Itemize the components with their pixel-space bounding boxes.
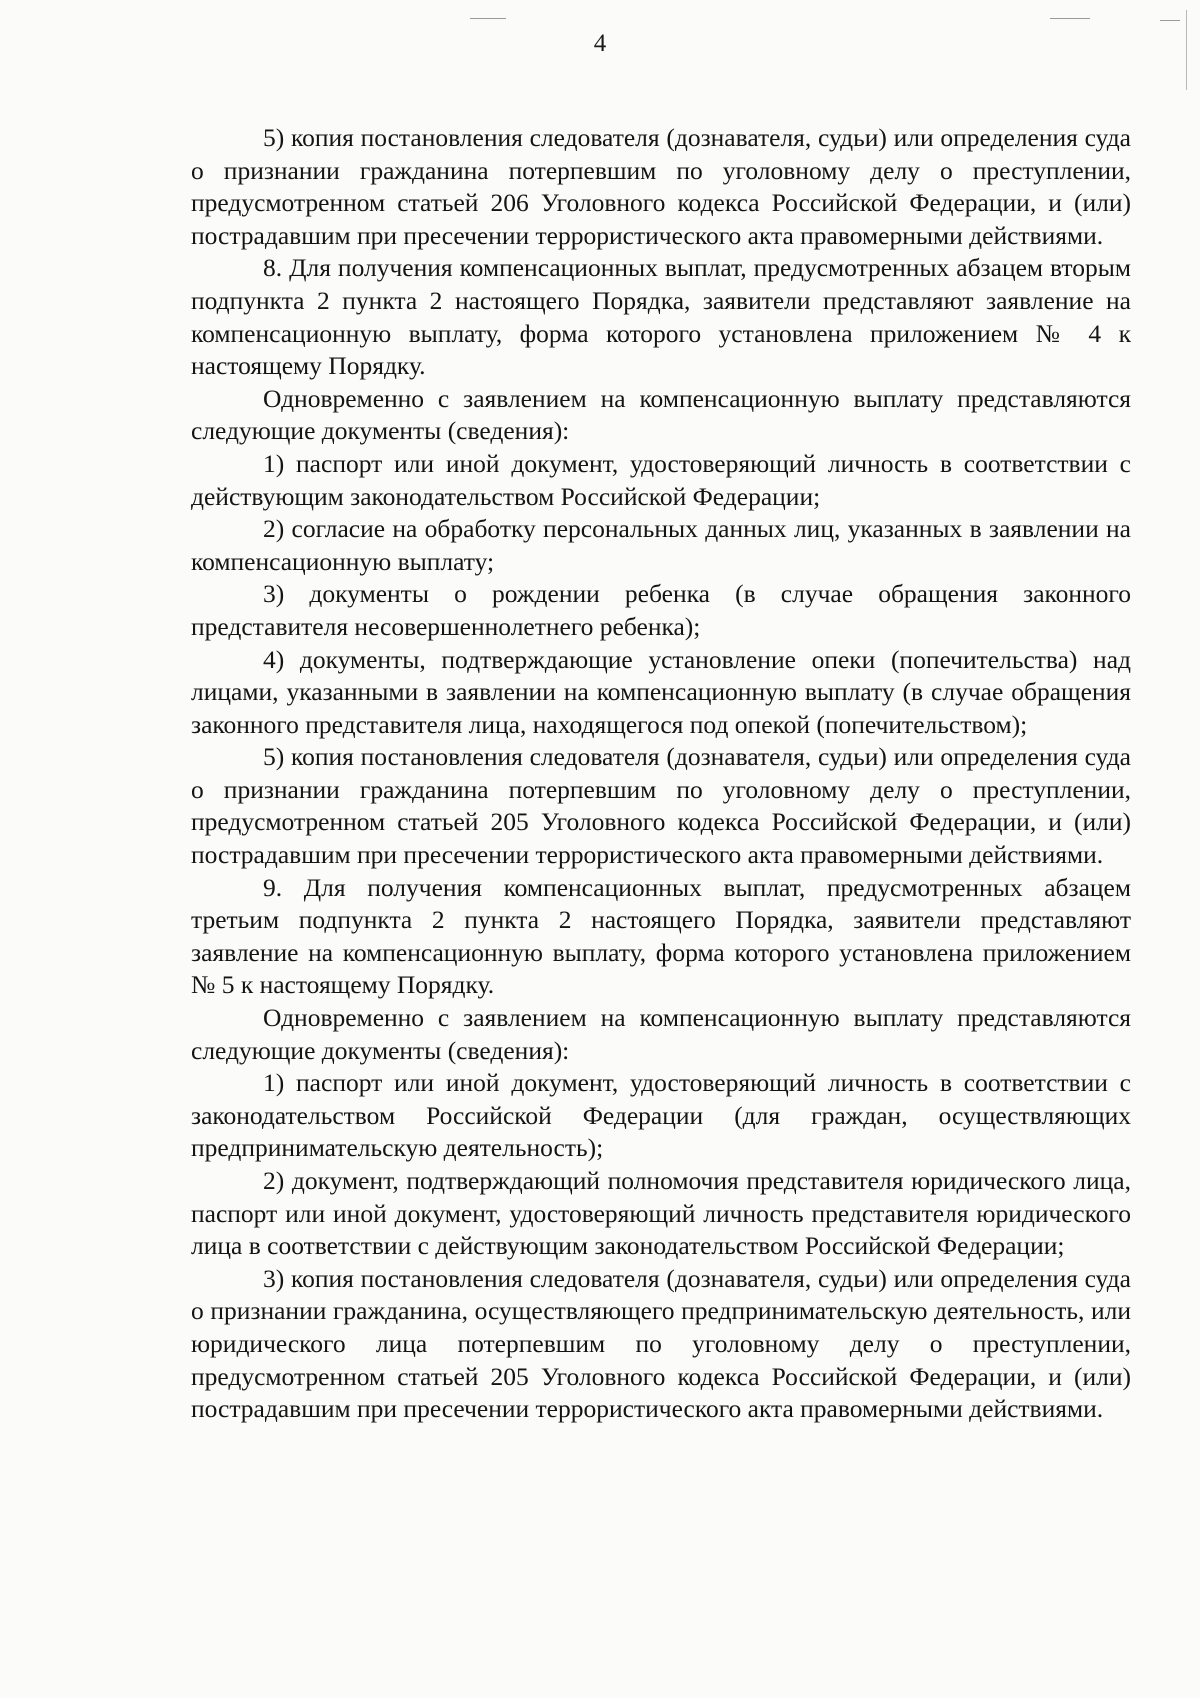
paragraph-item-representative-document: 2) документ, подтверждающий полномочия представителя юридического лица, паспорт или иной документ, удостоверяющий личность представителя юридического лица в соответствии с действующим законодательством Российской Федерации; [191,1166,1131,1261]
paragraph-copy-resolution-206: 5) копия постановления следователя (дознавателя, судьи) или определения суда о признании гражданина потерпевшим по уголовному делу о преступлении, предусмотренном статьей 206 Уголовного кодекса Российской Федерации, и (или) пострадавшим при пресечении террористического акта правомерными действиями. [191,123,1131,250]
paragraph-simultaneously-1: Одновременно с заявлением на компенсационную выплату представляются следующие документы (сведения): [191,383,1131,446]
paragraph-item-passport-2: 1) паспорт или иной документ, удостоверяющий личность в соответствии с законодательством Российской Федерации (для граждан, осуществляющих предпринимательскую деятельность); [191,1068,1131,1163]
paragraph-item-guardianship: 4) документы, подтверждающие установление опеки (попечительства) над лицами, указанными в заявлении на компенсационную выплату (в случае обращения законного представителя лица, находящегося под опекой (попечительством); [191,644,1131,739]
paragraph-copy-resolution-legal-entity: 3) копия постановления следователя (дознавателя, судьи) или определения суда о признании гражданина, осуществляющего предпринимательскую деятельность, или юридического лица потерпевшим по уголовному делу о преступлении, предусмотренном статьей 205 Уголовного кодекса Российской Федерации, и (или) пострадавшим при пресечении террористического акта правомерными действиями. [191,1263,1131,1424]
paragraph-item-consent: 2) согласие на обработку персональных данных лиц, указанных в заявлении на компенсационную выплату; [191,514,1131,576]
paragraph-item-birth-documents: 3) документы о рождении ребенка (в случае обращения законного представителя несовершеннолетнего ребенка); [191,579,1131,641]
paragraph-copy-resolution-205: 5) копия постановления следователя (дознавателя, судьи) или определения суда о признании гражданина потерпевшим по уголовному делу о преступлении, предусмотренном статьей 205 Уголовного кодекса Российской Федерации, и (или) пострадавшим при пресечении террористического акта правомерными действиями. [191,742,1131,870]
paragraph-section-8: 8. Для получения компенсационных выплат, предусмотренных абзацем вторым подпункта 2 пункта 2 настоящего Порядка, заявители представляют заявление на компенсационную выплату, форма которого установлена приложением № 4 к настоящему Порядку. [191,253,1131,381]
document-body [191,122,1131,1426]
scan-artifact-top-2 [1050,18,1090,19]
page-number: 4 [593,30,607,57]
scan-artifact-top-1 [470,18,506,19]
paragraph-section-9: 9. Для получения компенсационных выплат, предусмотренных абзацем третьим подпункта 2 пункта 2 настоящего Порядка, заявители представляют заявление на компенсационную выплату, форма которого установлена приложением № 5 к настоящему Порядку. [191,872,1131,1000]
scan-artifact-top-3 [1160,20,1180,21]
paragraph-simultaneously-2: Одновременно с заявлением на компенсационную выплату представляются следующие документы (сведения): [191,1003,1131,1065]
paragraph-item-passport-1: 1) паспорт или иной документ, удостоверяющий личность в соответствии с действующим законодательством Российской Федерации; [191,448,1131,511]
